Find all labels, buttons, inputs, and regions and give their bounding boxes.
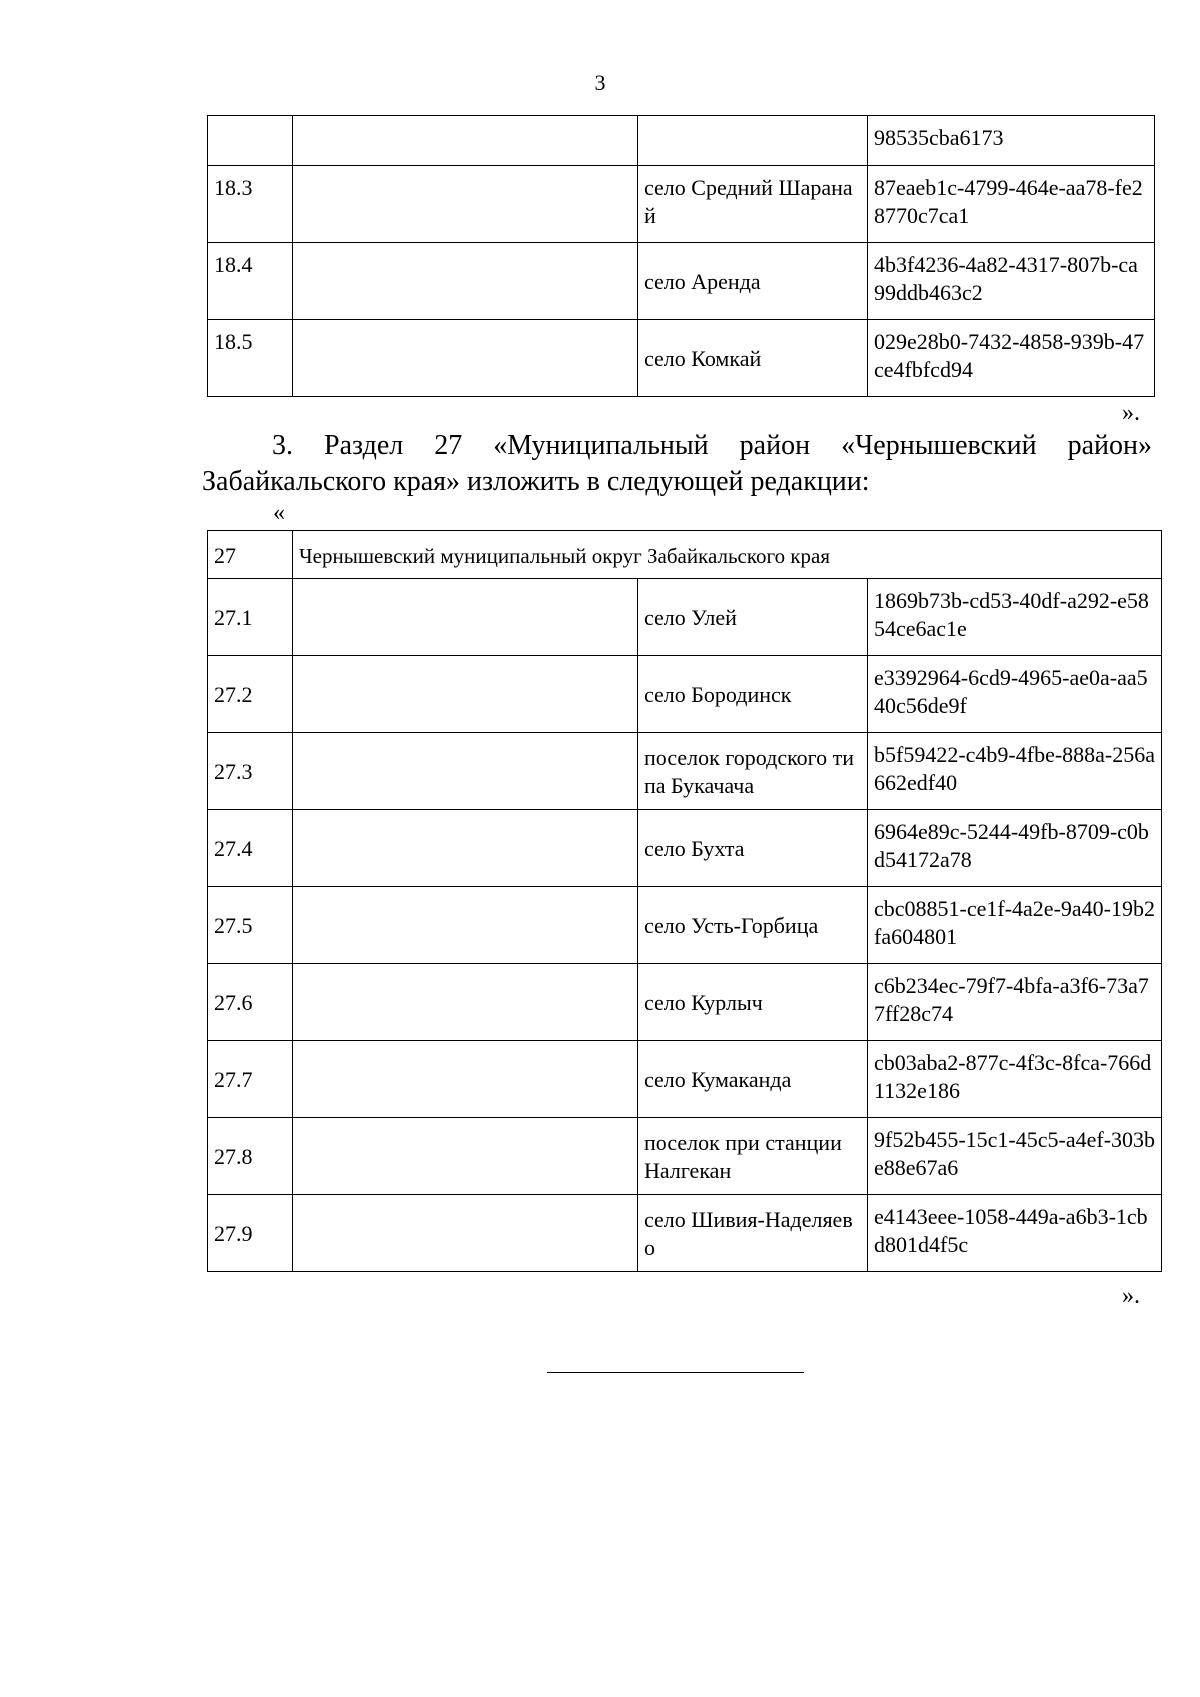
settlement-guid: 9f52b455-15c1-45c5-a4ef-303be88e67a6 — [868, 1118, 1162, 1195]
settlement-guid: 6964e89c-5244-49fb-8709-c0bd54172a78 — [868, 810, 1162, 887]
row-name — [293, 810, 638, 887]
settlement-name: село Бородинск — [638, 656, 868, 733]
settlement-guid: b5f59422-c4b9-4fbe-888a-256a662edf40 — [868, 733, 1162, 810]
table-row — [208, 1041, 1162, 1118]
opening-quote: « — [273, 500, 285, 526]
settlements-table-27 — [207, 530, 1162, 1272]
settlement-name: село Усть-Горбица — [638, 887, 868, 964]
row-name — [293, 964, 638, 1041]
table-18-body — [208, 116, 1155, 397]
district-number: 27 — [208, 531, 293, 579]
row-number: 18.5 — [208, 320, 293, 397]
settlement-guid: cbc08851-ce1f-4a2e-9a40-19b2fa604801 — [868, 887, 1162, 964]
row-name — [293, 579, 638, 656]
row-name — [293, 1041, 638, 1118]
table-row — [208, 579, 1162, 656]
row-name — [293, 116, 638, 166]
settlement-name: село Шивия-Наделяево — [638, 1195, 868, 1272]
row-number: 18.4 — [208, 243, 293, 320]
closing-rule — [547, 1372, 804, 1373]
row-name — [293, 733, 638, 810]
row-number: 27.7 — [208, 1041, 293, 1118]
settlement-name: село Средний Шаранай — [638, 166, 868, 243]
page-number: 3 — [594, 70, 606, 95]
row-number: 27.5 — [208, 887, 293, 964]
table-27-header-row — [208, 531, 1162, 579]
table-27-body — [208, 531, 1162, 1272]
settlement-name: село Улей — [638, 579, 868, 656]
table-row — [208, 1195, 1162, 1272]
settlement-name: поселок при станции Налгекан — [638, 1118, 868, 1195]
settlement-guid: 98535cba6173 — [868, 116, 1155, 166]
row-name — [293, 656, 638, 733]
settlement-guid: 029e28b0-7432-4858-939b-47ce4fbfcd94 — [868, 320, 1155, 397]
closing-quote-2: ». — [1122, 1283, 1140, 1309]
table-row — [208, 887, 1162, 964]
settlement-guid: cb03aba2-877c-4f3c-8fca-766d1132e186 — [868, 1041, 1162, 1118]
table-row — [208, 656, 1162, 733]
table-row — [208, 243, 1155, 320]
table-row — [208, 320, 1155, 397]
amendment-paragraph — [202, 428, 1152, 500]
row-number: 27.4 — [208, 810, 293, 887]
settlement-name: село Аренда — [638, 243, 868, 320]
settlement-guid: e3392964-6cd9-4965-ae0a-aa540c56de9f — [868, 656, 1162, 733]
settlements-table-18 — [207, 115, 1155, 397]
table-row — [208, 166, 1155, 243]
settlement-name: село Бухта — [638, 810, 868, 887]
row-number: 27.6 — [208, 964, 293, 1041]
row-number: 27.2 — [208, 656, 293, 733]
row-number: 27.3 — [208, 733, 293, 810]
settlement-guid: c6b234ec-79f7-4bfa-a3f6-73a77ff28c74 — [868, 964, 1162, 1041]
table-row — [208, 116, 1155, 166]
settlement-guid: 87eaeb1c-4799-464e-aa78-fe28770c7ca1 — [868, 166, 1155, 243]
settlement-name: село Кумаканда — [638, 1041, 868, 1118]
settlement-name — [638, 116, 868, 166]
amendment-text: 3. Раздел 27 «Муниципальный район «Чернышевский район» Забайкальского края» изложить в следующей редакции: — [202, 430, 1152, 497]
row-name — [293, 166, 638, 243]
table-row — [208, 1118, 1162, 1195]
row-name — [293, 887, 638, 964]
settlement-name: поселок городского типа Букачача — [638, 733, 868, 810]
settlement-guid: 1869b73b-cd53-40df-a292-e5854ce6ac1e — [868, 579, 1162, 656]
row-name — [293, 1195, 638, 1272]
row-number — [208, 116, 293, 166]
table-row — [208, 964, 1162, 1041]
row-name — [293, 1118, 638, 1195]
table-row — [208, 810, 1162, 887]
row-name — [293, 243, 638, 320]
row-number: 27.9 — [208, 1195, 293, 1272]
row-name — [293, 320, 638, 397]
row-number: 27.1 — [208, 579, 293, 656]
settlement-name: село Комкай — [638, 320, 868, 397]
row-number: 27.8 — [208, 1118, 293, 1195]
settlement-name: село Курлыч — [638, 964, 868, 1041]
table-row — [208, 733, 1162, 810]
row-number: 18.3 — [208, 166, 293, 243]
district-title: Чернышевский муниципальный округ Забайкальского края — [293, 531, 1162, 579]
settlement-guid: 4b3f4236-4a82-4317-807b-ca99ddb463c2 — [868, 243, 1155, 320]
settlement-guid: e4143eee-1058-449a-a6b3-1cbd801d4f5c — [868, 1195, 1162, 1272]
closing-quote-1: ». — [1122, 400, 1140, 426]
